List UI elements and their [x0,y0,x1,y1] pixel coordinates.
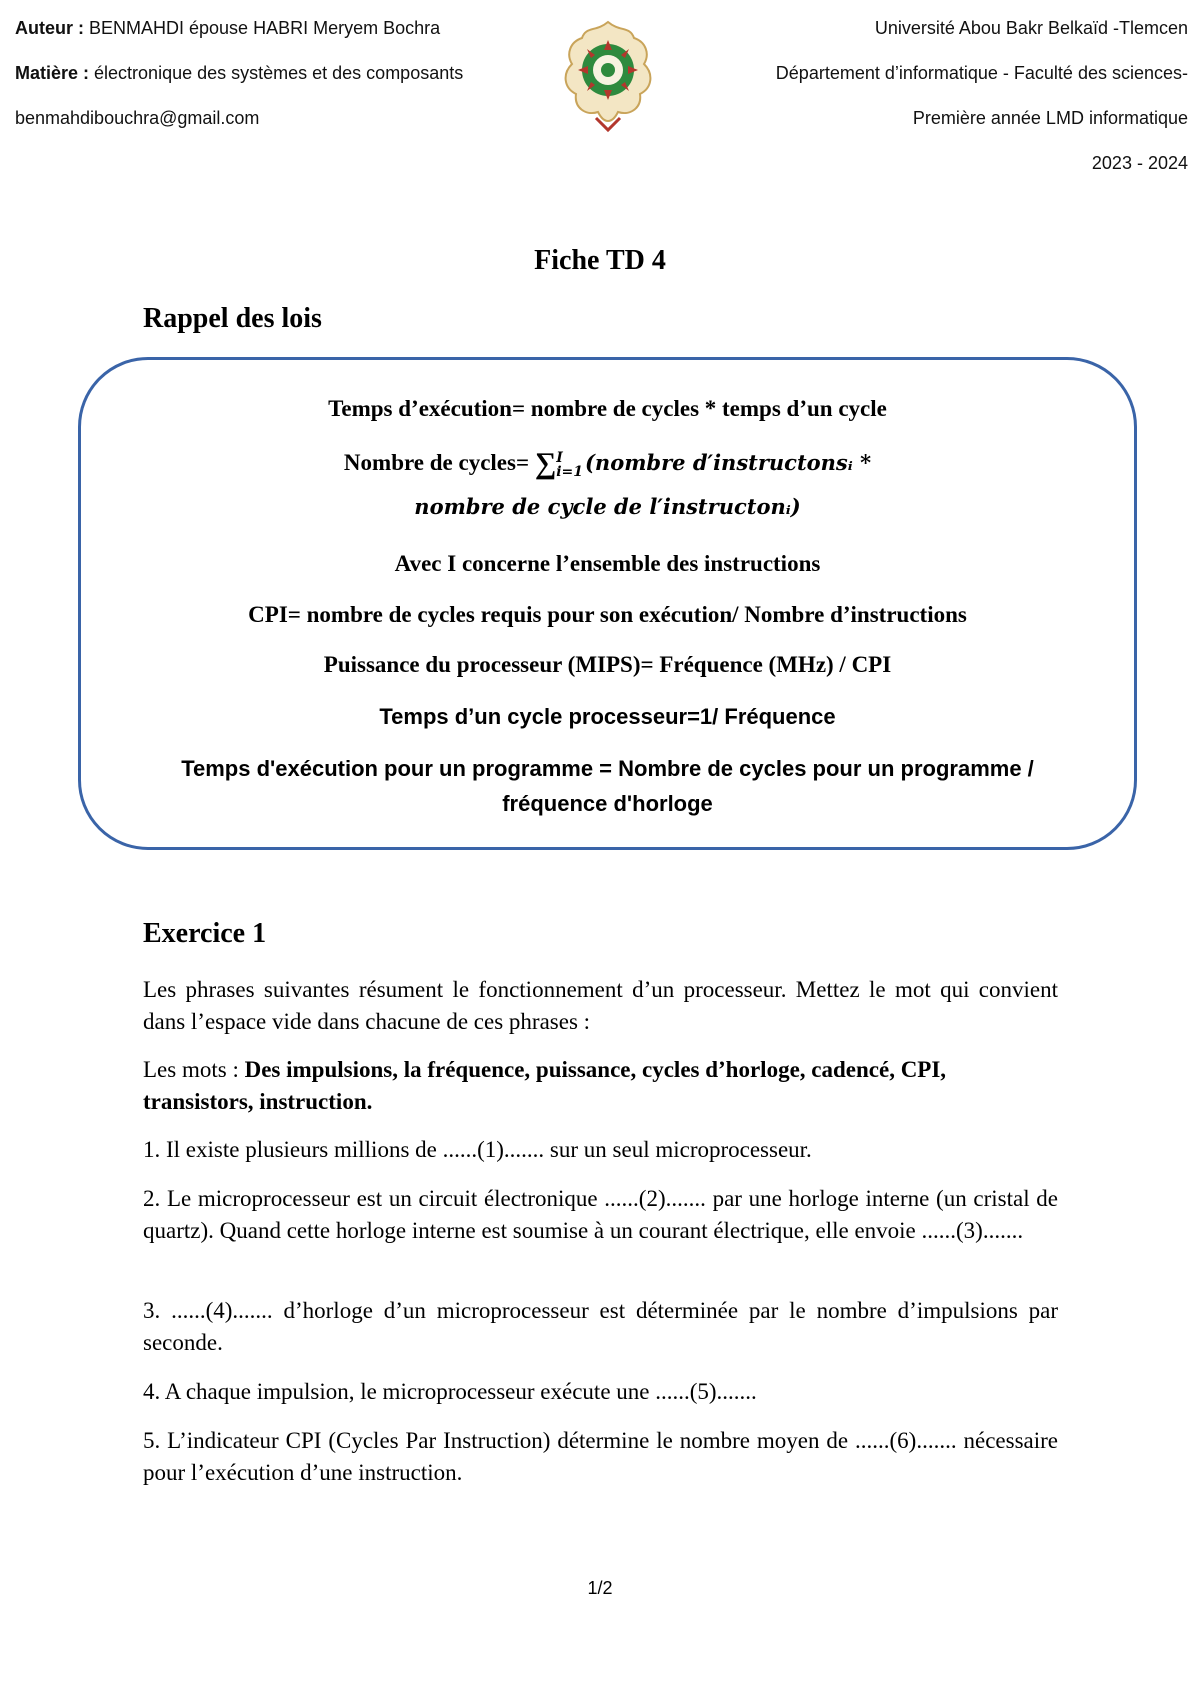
study-level: Première année LMD informatique [912,108,1188,128]
law-cycle-count: Nombre de cycles= ∑ I i=1 (nombre d′instructonsᵢ * [343,447,872,480]
law-instruction-set: Avec I concerne l’ensemble des instructions [394,551,821,576]
page-title: Fiche TD 4 [534,245,666,276]
law-cycle-count-cont: nombre de cycle de l′instructonᵢ) [414,494,801,519]
word-list: Les mots : Des impulsions, la fréquence, puissance, cycles d’horloge, cadencé, CPI, transistors, instruction. [143,1057,947,1114]
header-right [776,14,1188,194]
university-logo-icon [560,18,656,134]
academic-year: 2023 - 2024 [1091,153,1188,173]
university-name: Université Abou Bakr Belkaïd -Tlemcen [874,18,1188,38]
question-5: 5. L’indicateur CPI (Cycles Par Instruction) détermine le nombre moyen de ......(6)....... nécessaire pour l’exécution d’une instruction. [143,1428,1058,1485]
law-program-time: Temps d'exécution pour un programme = Nombre de cycles pour un programme / [181,756,1034,781]
sum-limits: I i=1 [556,449,583,480]
law-execution-time: Temps d’exécution= nombre de cycles * temps d’un cycle [328,396,887,421]
question-3: 3. ......(4)....... d’horloge d’un microprocesseur est déterminée par le nombre d’impulsions par seconde. [143,1298,1058,1355]
sum-symbol: ∑ [534,447,557,480]
author-email: benmahdibouchra@gmail.com [15,108,260,128]
exercise-heading: Exercice 1 [143,918,267,949]
author-line: Auteur : BENMAHDI épouse HABRI Meryem Bochra [15,18,441,38]
question-4: 4. A chaque impulsion, le microprocesseur exécute une ......(5)....... [143,1379,757,1404]
law-program-time-cont: fréquence d'horloge [502,791,713,816]
law-cycle-time: Temps d’un cycle processeur=1/ Fréquence [379,704,836,729]
exercise-intro: Les phrases suivantes résument le fonctionnement d’un processeur. Mettez le mot qui convient dans l’espace vide dans chacune de ces phrases : [143,977,1058,1034]
question-2: 2. Le microprocesseur est un circuit électronique ......(2)....... par une horloge interne (un cristal de quartz). Quand cette horloge interne est soumise à un courant électrique, elle envoie ......(3)....... [143,1186,1058,1243]
rappel-heading: Rappel des lois [143,303,322,334]
law-mips: Puissance du processeur (MIPS)= Fréquence (MHz) / CPI [323,652,892,677]
law-cpi: CPI= nombre de cycles requis pour son exécution/ Nombre d’instructions [248,602,967,627]
header-left [15,14,463,149]
question-1: 1. Il existe plusieurs millions de ......(1)....... sur un seul microprocesseur. [143,1137,812,1162]
department-name: Département d’informatique - Faculté des sciences- [775,63,1188,83]
page-number: 1/2 [587,1578,613,1598]
subject-line: Matière : électronique des systèmes et des composants [15,63,464,83]
